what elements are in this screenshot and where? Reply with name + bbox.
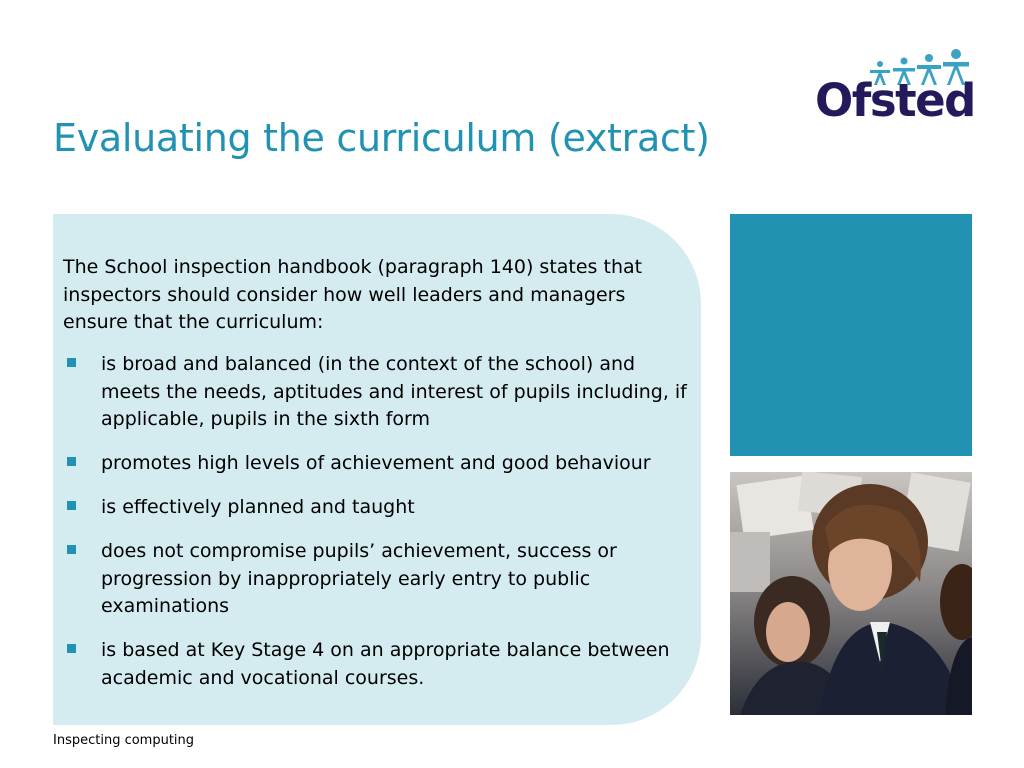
square-bullet-icon bbox=[67, 644, 76, 653]
bullet-text: is effectively planned and taught bbox=[101, 496, 415, 518]
bullet-item bbox=[63, 351, 693, 434]
logo-wordmark: Ofsted bbox=[815, 74, 975, 127]
ofsted-logo bbox=[812, 48, 975, 132]
students-photo bbox=[730, 472, 972, 715]
bullet-text: is broad and balanced (in the context of the school) and meets the needs, aptitudes and interest of pupils including, if applicable, pupils in the sixth form bbox=[101, 353, 687, 430]
bullet-list bbox=[63, 351, 693, 709]
square-bullet-icon bbox=[67, 457, 76, 466]
bullet-text: is based at Key Stage 4 on an appropriate balance between academic and vocational courses. bbox=[101, 639, 670, 689]
square-bullet-icon bbox=[67, 358, 76, 367]
bullet-text: does not compromise pupils’ achievement, success or progression by inappropriately early entry to public examinations bbox=[101, 540, 617, 617]
bullet-text: promotes high levels of achievement and good behaviour bbox=[101, 452, 651, 474]
square-bullet-icon bbox=[67, 545, 76, 554]
footer-text: Inspecting computing bbox=[53, 733, 195, 748]
bullet-item bbox=[63, 538, 693, 621]
bullet-item bbox=[63, 494, 693, 522]
intro-paragraph: The School inspection handbook (paragraph 140) states that inspectors should consider how well leaders and managers ensure that the curriculum: bbox=[63, 256, 643, 333]
bullet-item bbox=[63, 637, 693, 692]
decorative-blue-block bbox=[730, 214, 972, 456]
square-bullet-icon bbox=[67, 501, 76, 510]
bullet-item bbox=[63, 450, 693, 478]
slide-title: Evaluating the curriculum (extract) bbox=[53, 116, 710, 160]
students-photo-image bbox=[730, 472, 972, 715]
